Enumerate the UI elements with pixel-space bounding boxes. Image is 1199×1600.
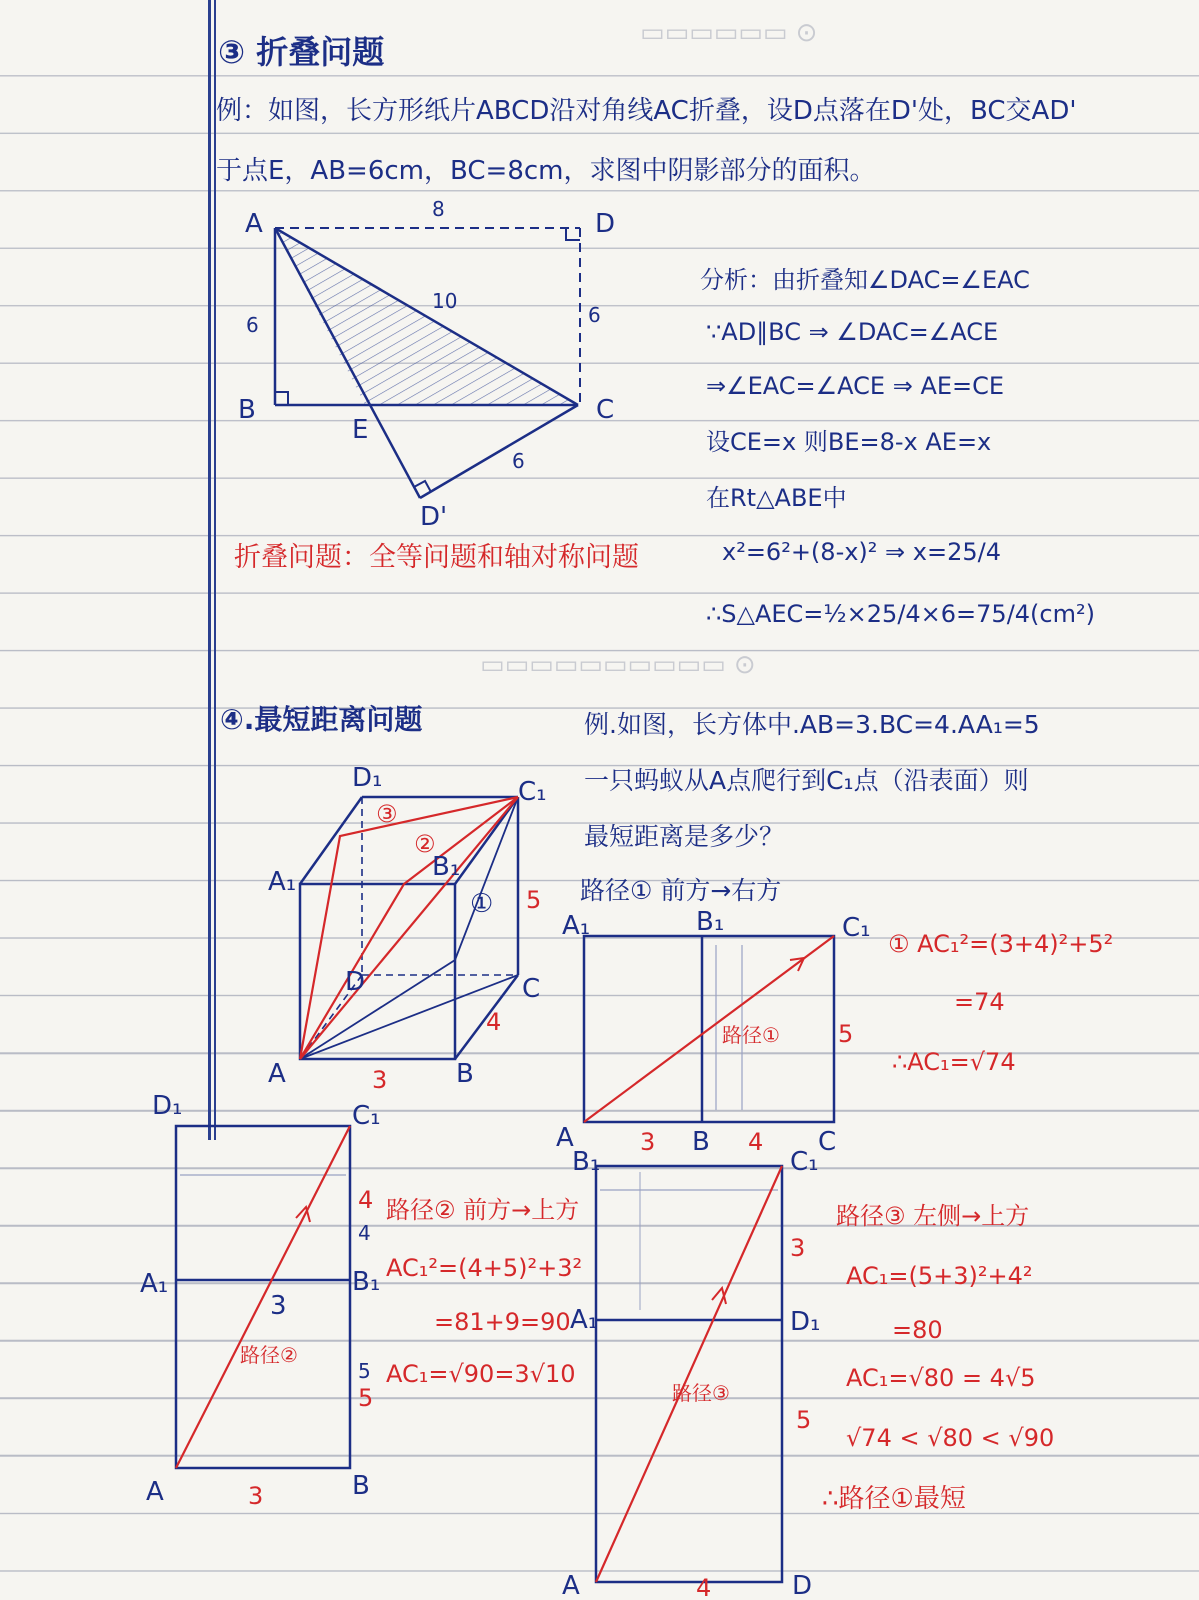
p3-pt-a: A (562, 1571, 580, 1600)
path3-calc-4: AC₁=√80 = 4√5 (846, 1364, 1036, 1392)
p2-tag: 路径② (240, 1343, 298, 1367)
p3-pt-d1: D₁ (790, 1307, 821, 1337)
p1-len-ab: 3 (640, 1128, 656, 1156)
path2-calc-1: 路径② 前方→上方 (386, 1196, 580, 1224)
box-len-cc1: 5 (526, 886, 542, 914)
path3-calc-3: =80 (892, 1316, 943, 1344)
path2-calc-3: =81+9=90 (434, 1308, 571, 1336)
p1-tag: 路径① (722, 1023, 780, 1047)
box-pt-c: C (522, 974, 541, 1004)
conclusion-line: ∴路径①最短 (822, 1484, 966, 1514)
p1-pt-c1: C₁ (842, 913, 871, 943)
pt-b: B (238, 395, 256, 425)
section3-example-line2: 于点E，AB=6cm，BC=8cm，求图中阴影部分的面积。 (216, 156, 876, 186)
box-pt-d1: D₁ (352, 763, 383, 793)
p3-tag: 路径③ (672, 1381, 730, 1405)
pt-a: A (245, 209, 263, 239)
p2-len-mid: 3 (270, 1291, 287, 1321)
len-right: 6 (588, 303, 601, 327)
p3-len-bot: 5 (796, 1406, 812, 1434)
box-len-bc: 4 (486, 1008, 502, 1036)
pt-c: C (596, 395, 615, 425)
analysis-line-1: 分析：由折叠知∠DAC=∠EAC (700, 266, 1030, 294)
path3-calc-1: 路径③ 左侧→上方 (836, 1202, 1030, 1230)
path1-calc-3: ∴AC₁=√74 (892, 1048, 1016, 1076)
faint-show-through-text-2: ▭▭▭▭▭▭▭▭▭▭ ⊙ (480, 650, 756, 680)
analysis-line-2: ∵AD∥BC ⇒ ∠DAC=∠ACE (706, 318, 999, 346)
section4-example-line2: 一只蚂蚁从A点爬行到C₁点（沿表面）则 (584, 766, 1029, 795)
box-pt-b1: B₁ (432, 852, 461, 882)
box-pt-b: B (456, 1059, 474, 1089)
path1-calc-1: ① AC₁²=(3+4)²+5² (888, 930, 1114, 958)
box-pt-a: A (268, 1059, 286, 1089)
faint-show-through-text: ▭▭▭▭▭▭ ⊙ (640, 18, 818, 48)
path2-calc-4: AC₁=√90=3√10 (386, 1360, 576, 1388)
section3-title: ③ 折叠问题 (218, 33, 385, 71)
analysis-line-6: x²=6²+(8-x)² ⇒ x=25/4 (722, 538, 1001, 566)
box-path1-marker: ① (470, 889, 494, 919)
p3-pt-c1: C₁ (790, 1147, 819, 1177)
p3-len-top: 3 (790, 1234, 806, 1262)
p1-len-h: 5 (838, 1020, 854, 1048)
p3-len-base: 4 (696, 1574, 712, 1600)
pt-dprime: D' (420, 502, 448, 532)
p2-len-top: 4 (358, 1186, 374, 1214)
path2-calc-2: AC₁²=(4+5)²+3² (386, 1254, 583, 1282)
box-pt-a1: A₁ (268, 867, 297, 897)
p2-pt-a1: A₁ (140, 1269, 169, 1299)
box-len-ab: 3 (372, 1066, 388, 1094)
section4-title: ④.最短距离问题 (220, 703, 423, 736)
p1-pt-b1: B₁ (696, 907, 725, 937)
p2-len-bot-a: 5 (358, 1384, 374, 1412)
p2-pt-a: A (146, 1477, 164, 1507)
p2-pt-b1: B₁ (352, 1267, 381, 1297)
p2-len-bot: 5 (358, 1359, 371, 1383)
pt-e: E (352, 415, 369, 445)
len-diag: 10 (432, 289, 458, 313)
path1-calc-2: =74 (954, 988, 1005, 1016)
p3-pt-b1: B₁ (572, 1147, 601, 1177)
p2-len-base: 3 (248, 1482, 264, 1510)
section4-example-line3: 最短距离是多少？ (584, 822, 785, 851)
analysis-line-3: ⇒∠EAC=∠ACE ⇒ AE=CE (706, 372, 1005, 400)
p2-len-top-b: 4 (358, 1221, 371, 1245)
p1-len-bc: 4 (748, 1128, 764, 1156)
p1-pt-b: B (692, 1127, 710, 1157)
section3-example-line1: 例：如图，长方形纸片ABCD沿对角线AC折叠，设D点落在D'处，BC交AD' (216, 96, 1077, 126)
analysis-line-5: 在Rt△ABE中 (706, 484, 847, 512)
len-top: 8 (432, 197, 445, 221)
p1-pt-a: A (556, 1123, 574, 1153)
box-path2-marker: ② (414, 830, 436, 858)
section4-example-line1: 例.如图，长方体中.AB=3.BC=4.AA₁=5 (584, 710, 1040, 739)
compare-line: √74 < √80 < √90 (846, 1424, 1055, 1452)
p2-pt-c1: C₁ (352, 1101, 381, 1131)
len-cdp: 6 (512, 449, 525, 473)
analysis-line-4: 设CE=x 则BE=8-x AE=x (706, 428, 992, 456)
p3-pt-a1: A₁ (570, 1305, 599, 1335)
box-pt-c1: C₁ (518, 777, 547, 807)
p1-pt-c: C (818, 1127, 837, 1157)
box-path3-marker: ③ (376, 800, 398, 828)
path1-title: 路径① 前方→右方 (580, 876, 782, 905)
p2-pt-d1: D₁ (152, 1091, 183, 1121)
analysis-line-7: ∴S△AEC=½×25/4×6=75/4(cm²) (706, 600, 1095, 628)
pt-d: D (595, 209, 616, 239)
len-left: 6 (246, 313, 259, 337)
path3-calc-2: AC₁=(5+3)²+4² (846, 1262, 1033, 1290)
p3-pt-d: D (792, 1571, 813, 1600)
box-pt-d: D (345, 967, 366, 997)
p2-pt-b: B (352, 1471, 370, 1501)
p1-pt-a1: A₁ (562, 911, 591, 941)
folding-note: 折叠问题：全等问题和轴对称问题 (234, 542, 639, 573)
